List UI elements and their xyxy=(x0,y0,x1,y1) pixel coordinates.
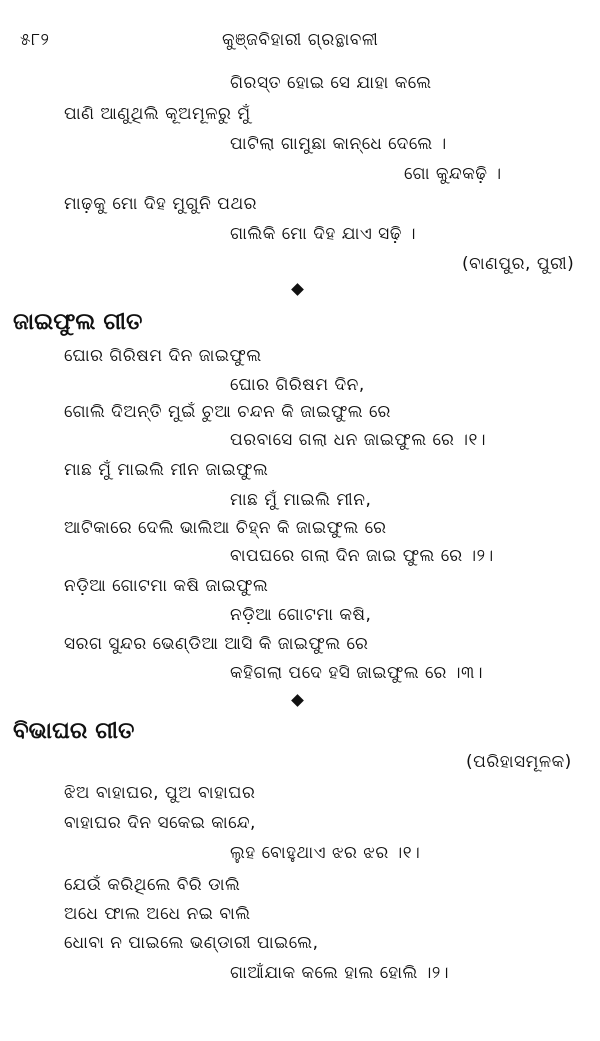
verse-line: ପାଣି ଆଣୁଥିଲି କୂଅମୂଳରୁ ମୁଁ xyxy=(64,104,251,124)
running-header-title: କୁଞ୍ଜବିହାରୀ ଗ୍ରନ୍ଥାବଳୀ xyxy=(222,30,379,50)
verse-line: ନଡ଼ିଆ ଗୋଟମା କଷି ଜାଇଫୁଲ xyxy=(64,576,269,596)
section-title: ଜାଇଫୁଲ ଗୀତ xyxy=(13,309,143,335)
section-title: ବିଭାଘର ଗୀତ xyxy=(13,718,135,744)
verse-line: ଲୁହ ବୋହୁଥାଏ ଝର ଝର ।୧। xyxy=(230,843,421,863)
verse-line: କହିଗଲା ପଦେ ହସି ଜାଇଫୁଲ ରେ ।୩। xyxy=(230,663,484,683)
source-note: (ବାଣପୁର, ପୁରୀ) xyxy=(462,254,575,274)
verse-line: ସରଗ ସୁନ୍ଦର ଭେଣ୍ଡିଆ ଆସି କି ଜାଇଫୁଲ ରେ xyxy=(64,634,369,654)
verse-line: ଗୋଲି ଦିଅନ୍ତି ମୁଇଁ ଚୁଆ ଚନ୍ଦନ କି ଜାଇଫୁଲ ରେ xyxy=(64,402,391,422)
section-divider-diamond xyxy=(291,283,304,296)
verse-line: ଗୋ କୁନ୍ଦକଢ଼ି । xyxy=(404,164,502,184)
verse-line: ପରବାସେ ଗଲା ଧନ ଜାଇଫୁଲ ରେ ।୧। xyxy=(230,430,487,450)
verse-line: ନଡ଼ିଆ ଗୋଟମା କଷି, xyxy=(230,605,372,625)
page-number: ୫୮୨ xyxy=(20,30,50,50)
verse-line: ବାପଘରେ ଗଲା ଦିନ ଜାଇ ଫୁଲ ରେ ।୨। xyxy=(230,546,494,566)
verse-line: ଧୋବା ନ ପାଇଲେ ଭଣ୍ଡାରୀ ପାଇଲେ, xyxy=(64,933,319,953)
verse-line: ଝିଅ ବାହାଘର, ପୁଅ ବାହାଘର xyxy=(64,783,256,803)
verse-line: ମାଛ ମୁଁ ମାଇଲି ମୀନ ଜାଇଫୁଲ xyxy=(64,460,269,480)
verse-line: ଘୋର ଗିରିଷମ ଦିନ, xyxy=(230,375,365,395)
verse-line: ଗାଲିକି ମୋ ଦିହ ଯାଏ ସଢ଼ି । xyxy=(230,224,417,244)
verse-line: ଗାଆଁଯାକ କଲେ ହାଲ ହୋଲି ।୨। xyxy=(230,963,449,983)
verse-line: ଅଧେ ଫାଲ ଅଧେ ନଇ ବାଲି xyxy=(64,904,251,924)
verse-line: ପାଟିଲା ଗାମୁଛା କାନ୍ଧେ ଦେଲେ । xyxy=(230,134,447,154)
verse-line: ଗିରସ୍ତ ହୋଇ ସେ ଯାହା କଲେ xyxy=(230,73,432,93)
verse-line: ମାଢ଼କୁ ମୋ ଦିହ ମୁଗୁନି ପଥର xyxy=(64,194,258,214)
verse-line: ଯେଉଁ କରିଥିଲେ ବିରି ଡାଲି xyxy=(64,875,241,895)
section-subtitle: (ପରିହାସମୂଳକ) xyxy=(466,752,572,772)
section-divider-diamond xyxy=(291,694,304,707)
verse-line: ଘୋର ଗିରିଷମ ଦିନ ଜାଇଫୁଲ xyxy=(64,346,262,366)
verse-line: ବାହାଘର ଦିନ ସକେଇ କାନ୍ଦେ, xyxy=(64,813,256,833)
verse-line: ମାଛ ମୁଁ ମାଇଲି ମୀନ, xyxy=(230,490,372,510)
verse-line: ଆଟିକାରେ ଦେଲି ଭାଲିଆ ଚିହ୍ନ କି ଜାଇଫୁଲ ରେ xyxy=(64,518,387,538)
